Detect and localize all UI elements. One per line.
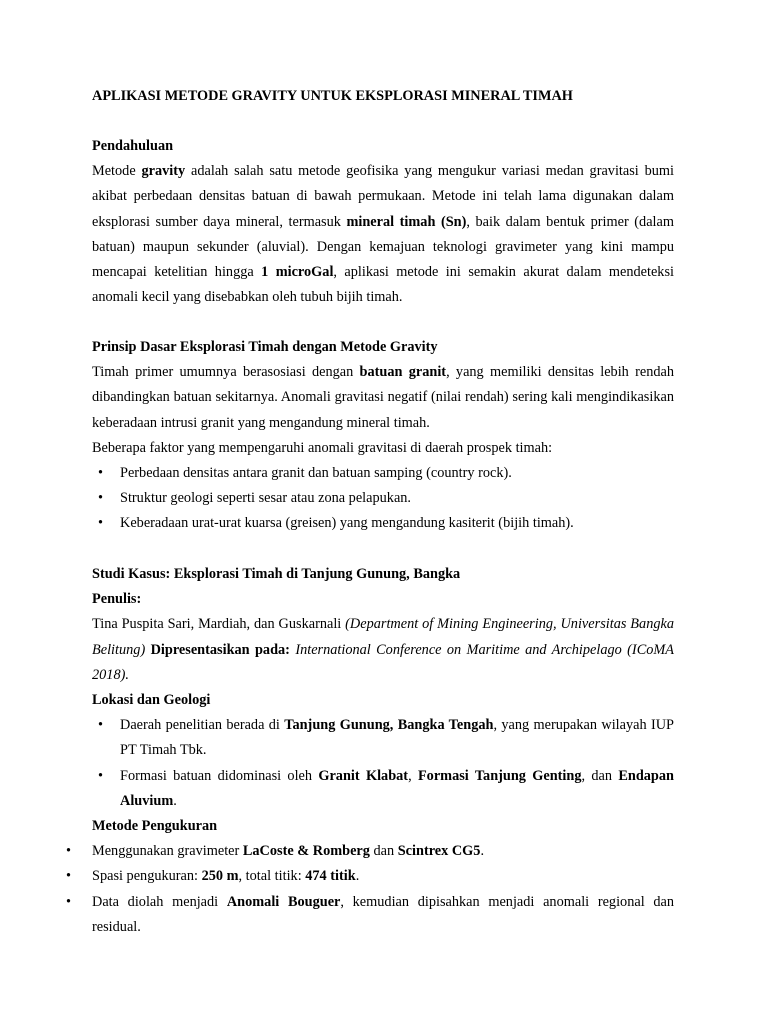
text-run: Daerah penelitian berada di (120, 717, 285, 734)
list-item (92, 839, 674, 864)
intro-paragraph (92, 159, 674, 310)
section-heading: Studi Kasus: Eksplorasi Timah di Tanjung Gunung, Bangka (92, 566, 461, 582)
text-run: , yang merupakan wilayah IUP PT Timah Tbk. (120, 717, 675, 759)
section-heading: Prinsip Dasar Eksplorasi Timah dengan Metode Gravity (92, 339, 438, 355)
location-heading: Lokasi dan Geologi (92, 692, 211, 709)
bold-term: 250 m (201, 868, 239, 885)
section-principles (92, 335, 674, 537)
principles-paragraph (92, 360, 674, 436)
location-list (92, 713, 674, 814)
text-run: Timah primer umumnya berasosiasi dengan (92, 364, 360, 381)
text-run: Formasi batuan didominasi oleh (120, 767, 319, 784)
author-label: Penulis: (92, 591, 142, 608)
list-item (92, 764, 674, 814)
section-introduction (92, 134, 674, 310)
list-item (92, 713, 674, 763)
text-run: , (408, 767, 418, 784)
method-heading: Metode Pengukuran (92, 818, 218, 835)
text-run: , yang memiliki densitas lebih rendah dibandingkan batuan sekitarnya. Anomali gravitasi negatif (nilai rendah) sering kali mengindikasikan keberadaan intrusi granit yang mengandung mineral timah. (92, 364, 674, 431)
text-run: dan (369, 843, 398, 860)
text-run: . (173, 792, 177, 809)
bold-term: mineral timah (Sn) (346, 213, 467, 230)
document-title: APLIKASI METODE GRAVITY UNTUK EKSPLORASI MINERAL TIMAH (92, 88, 573, 104)
text-run: , total titik: (238, 868, 306, 885)
conference-name: International Conference on Maritime and Archipelago (ICoMA 2018) (92, 641, 675, 683)
list-item: • Struktur geologi seperti sesar atau zona pelapukan. (92, 486, 674, 511)
bold-term: Granit Klabat (318, 767, 409, 784)
text-run: . (125, 666, 129, 683)
text-run: adalah salah satu metode geofisika yang mengukur variasi medan gravitasi bumi akibat perbedaan densitas batuan di bawah permukaan. Metode ini telah lama digunakan dalam eksplorasi sumber daya mineral, termasuk (92, 163, 674, 230)
text-run: , baik dalam bentuk primer (dalam batuan) maupun sekunder (aluvial). Dengan kemajuan teknologi gravimeter yang kini mampu mencapai ketelitian hingga (92, 213, 674, 281)
bold-term: 474 titik (305, 868, 356, 885)
bold-term: Anomali Bouguer (226, 893, 341, 910)
list-item (92, 864, 674, 889)
bold-term: batuan granit (359, 364, 447, 381)
affiliation: (Department of Mining Engineering, Universitas Bangka Belitung) (92, 616, 674, 658)
bold-term: gravity (141, 163, 186, 180)
bold-term: 1 microGal (261, 264, 334, 281)
bold-term: LaCoste & Romberg (242, 843, 370, 860)
text-run: , dan (581, 767, 619, 784)
text-run: , kemudian dipisahkan menjadi anomali regional dan residual. (92, 893, 674, 935)
text-run: Metode (92, 163, 142, 180)
author-names: Tina Puspita Sari, Mardiah, dan Guskarnali (92, 616, 346, 633)
bold-term: Tanjung Gunung, Bangka Tengah (284, 717, 494, 734)
presented-label: Dipresentasikan pada: (150, 641, 290, 658)
factors-list (92, 461, 674, 537)
factors-intro: Beberapa faktor yang mempengaruhi anomali gravitasi di daerah prospek timah: (92, 439, 553, 456)
bold-term: Scintrex CG5 (397, 843, 481, 860)
list-item: • Perbedaan densitas antara granit dan batuan samping (country rock). (92, 461, 674, 486)
author-paragraph (92, 612, 674, 688)
section-heading: Pendahuluan (92, 138, 174, 154)
text-run: . (355, 868, 360, 885)
text-run: Data diolah menjadi (92, 893, 227, 910)
text-run: Spasi pengukuran: (92, 868, 202, 885)
bold-term: Formasi Tanjung Genting (417, 767, 582, 784)
list-item (92, 890, 674, 940)
method-list (92, 839, 674, 940)
text-run: . (480, 843, 485, 860)
text-run: , aplikasi metode ini semakin akurat dalam mendeteksi anomali kecil yang disebabkan oleh tubuh bijih timah. (92, 264, 674, 306)
bold-term: Endapan Aluvium (120, 767, 674, 809)
list-item: • Keberadaan urat-urat kuarsa (greisen) yang mengandung kasiterit (bijih timah). (92, 511, 674, 536)
section-case-study (92, 562, 674, 940)
text-run: Menggunakan gravimeter (92, 843, 243, 860)
